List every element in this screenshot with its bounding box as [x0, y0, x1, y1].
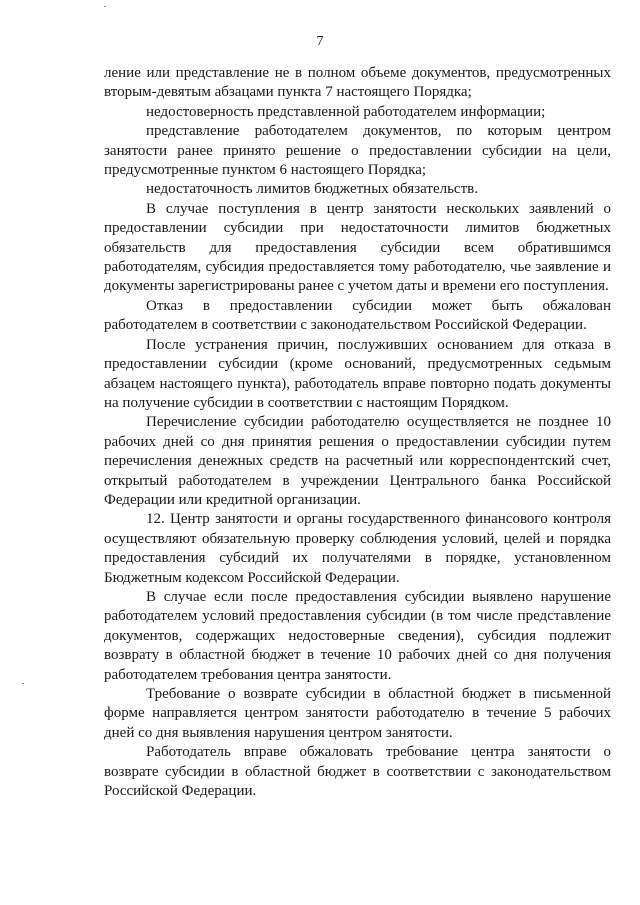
scan-speck — [22, 683, 24, 684]
document-body — [104, 64, 611, 801]
paragraph: недостоверность представленной работодателем информации; — [146, 103, 546, 120]
page-number: 7 — [316, 34, 324, 49]
paragraph: В случае поступления в центр занятости нескольких заявлений о предоставлении субсидии при недостаточности лимитов бюджетных обязательств для предоставления субсидии всем обратившимся работодателям, субсидия предоставляется тому работодателю, чье заявление и документы зарегистрированы ранее с учетом даты и времени его поступления. — [104, 200, 611, 295]
paragraph: недостаточность лимитов бюджетных обязательств. — [146, 181, 478, 198]
paragraph: ление или представление не в полном объеме документов, предусмотренных вторым-девятым абзацами пункта 7 настоящего Порядка; — [104, 65, 611, 101]
paragraph: После устранения причин, послуживших основанием для отказа в предоставлении субсидии (кроме оснований, предусмотренных седьмым абзацем настоящего пункта), работодатель вправе повторно подать документы на получение субсидии в соответствии с настоящим Порядком. — [104, 336, 611, 411]
paragraph: 12. Центр занятости и органы государственного финансового контроля осуществляют обязательную проверку соблюдения условий, целей и порядка предоставления субсидий их получателями в порядке, установленном Бюджетным кодексом Российской Федерации. — [104, 511, 611, 586]
paragraph: Перечисление субсидии работодателю осуществляется не позднее 10 рабочих дней со дня принятия решения о предоставлении субсидии путем перечисления денежных средств на расчетный или корреспондентский счет, открытый работодателем в учреждении Центрального банка Российской Федерации или кредитной организации. — [104, 414, 611, 508]
paragraph: представление работодателем документов, по которым центром занятости ранее принято решение о предоставлении субсидии на цели, предусмотренные пунктом 6 настоящего Порядка; — [104, 123, 611, 179]
paragraph: В случае если после предоставления субсидии выявлено нарушение работодателем условий предоставления субсидии (в том числе представление документов, содержащих недостоверные сведения), субсидия подлежит возврату в областной бюджет в течение 10 рабочих дней со дня получения работодателем требования центра занятости. — [104, 588, 611, 683]
paragraph: Отказ в предоставлении субсидии может быть обжалован работодателем в соответствии с законодательством Российской Федерации. — [104, 297, 611, 334]
paragraph: Работодатель вправе обжаловать требование центра занятости о возврате субсидии в областной бюджет в соответствии с законодательством Российской Федерации. — [104, 744, 611, 800]
paragraph: Требование о возврате субсидии в областной бюджет в письменной форме направляется центром занятости работодателю в течение 5 рабочих дней со дня выявления нарушения центром занятости. — [104, 686, 611, 741]
scan-speck — [104, 6, 106, 7]
